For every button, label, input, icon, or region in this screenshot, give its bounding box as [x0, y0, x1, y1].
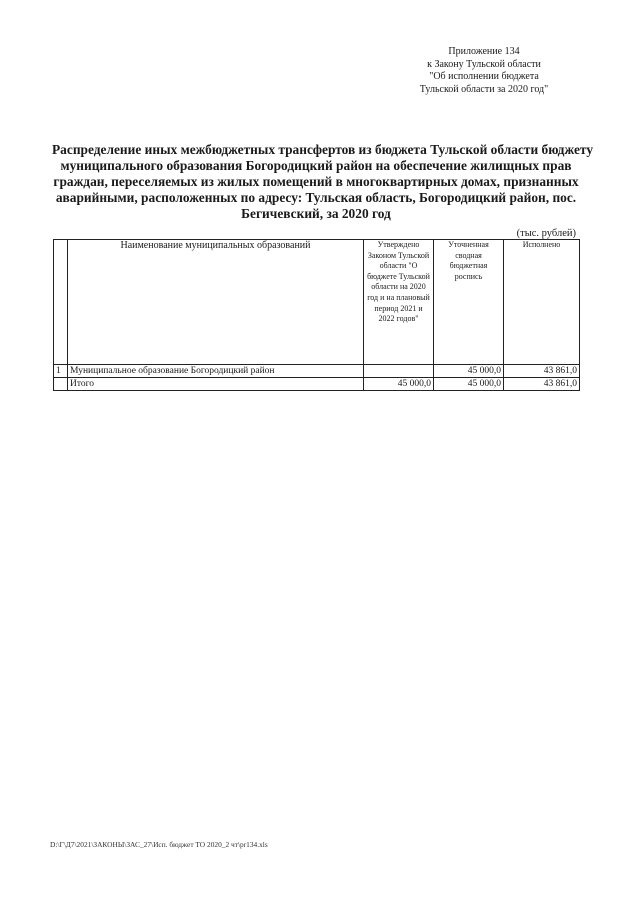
appendix-line: к Закону Тульской области: [427, 58, 541, 70]
row-name: Муниципальное образование Богородицкий район: [68, 365, 364, 378]
table-row: [54, 365, 580, 378]
row-approved: 45 000,0: [364, 378, 434, 391]
row-refined: 45 000,0: [434, 378, 504, 391]
appendix-line: "Об исполнении бюджета: [429, 71, 539, 82]
row-executed: 43 861,0: [504, 365, 580, 378]
table-header-row: [54, 240, 580, 365]
file-path-footer: D:\Г\Д7\2021\ЗАКОНЫ\ЗАС_27\Исп. бюджет ТО 2020_2 чт\pr134.xls: [50, 840, 268, 849]
appendix-block: [372, 46, 596, 96]
row-approved: [364, 365, 434, 378]
title-line: Распределение иных межбюджетных трансфертов из бюджета Тульской области бюджету: [52, 142, 594, 157]
header-number-cell: [54, 240, 68, 365]
row-executed: 43 861,0: [504, 378, 580, 391]
units-label: (тыс. рублей): [516, 228, 576, 239]
title-line: аварийными, расположенных по адресу: Тульская область, Богородицкий район, пос.: [55, 190, 577, 205]
table-row-total: [54, 378, 580, 391]
transfers-table: [53, 239, 580, 391]
row-number: 1: [54, 365, 68, 378]
header-refined: Уточненная сводная бюджетная роспись: [434, 240, 504, 365]
row-name: Итого: [68, 378, 364, 391]
document-title: [52, 142, 594, 222]
row-number: [54, 378, 68, 391]
header-executed: Исполнено: [504, 240, 580, 365]
header-name: Наименование муниципальных образований: [68, 240, 364, 365]
row-refined: 45 000,0: [434, 365, 504, 378]
appendix-line: Тульской области за 2020 год": [419, 83, 549, 95]
header-approved: Утверждено Законом Тульской области "О бюджете Тульской области на 2020 год и на плановый период 2021 и 2022 годов": [364, 240, 434, 365]
title-line: Бегичевский, за 2020 год: [241, 206, 391, 221]
title-line: муниципального образования Богородицкий район на обеспечение жилищных прав: [60, 158, 572, 173]
appendix-line: Приложение 134: [448, 46, 520, 57]
title-line: граждан, переселяемых из жилых помещений в многоквартирных домах, признанных: [53, 174, 579, 189]
